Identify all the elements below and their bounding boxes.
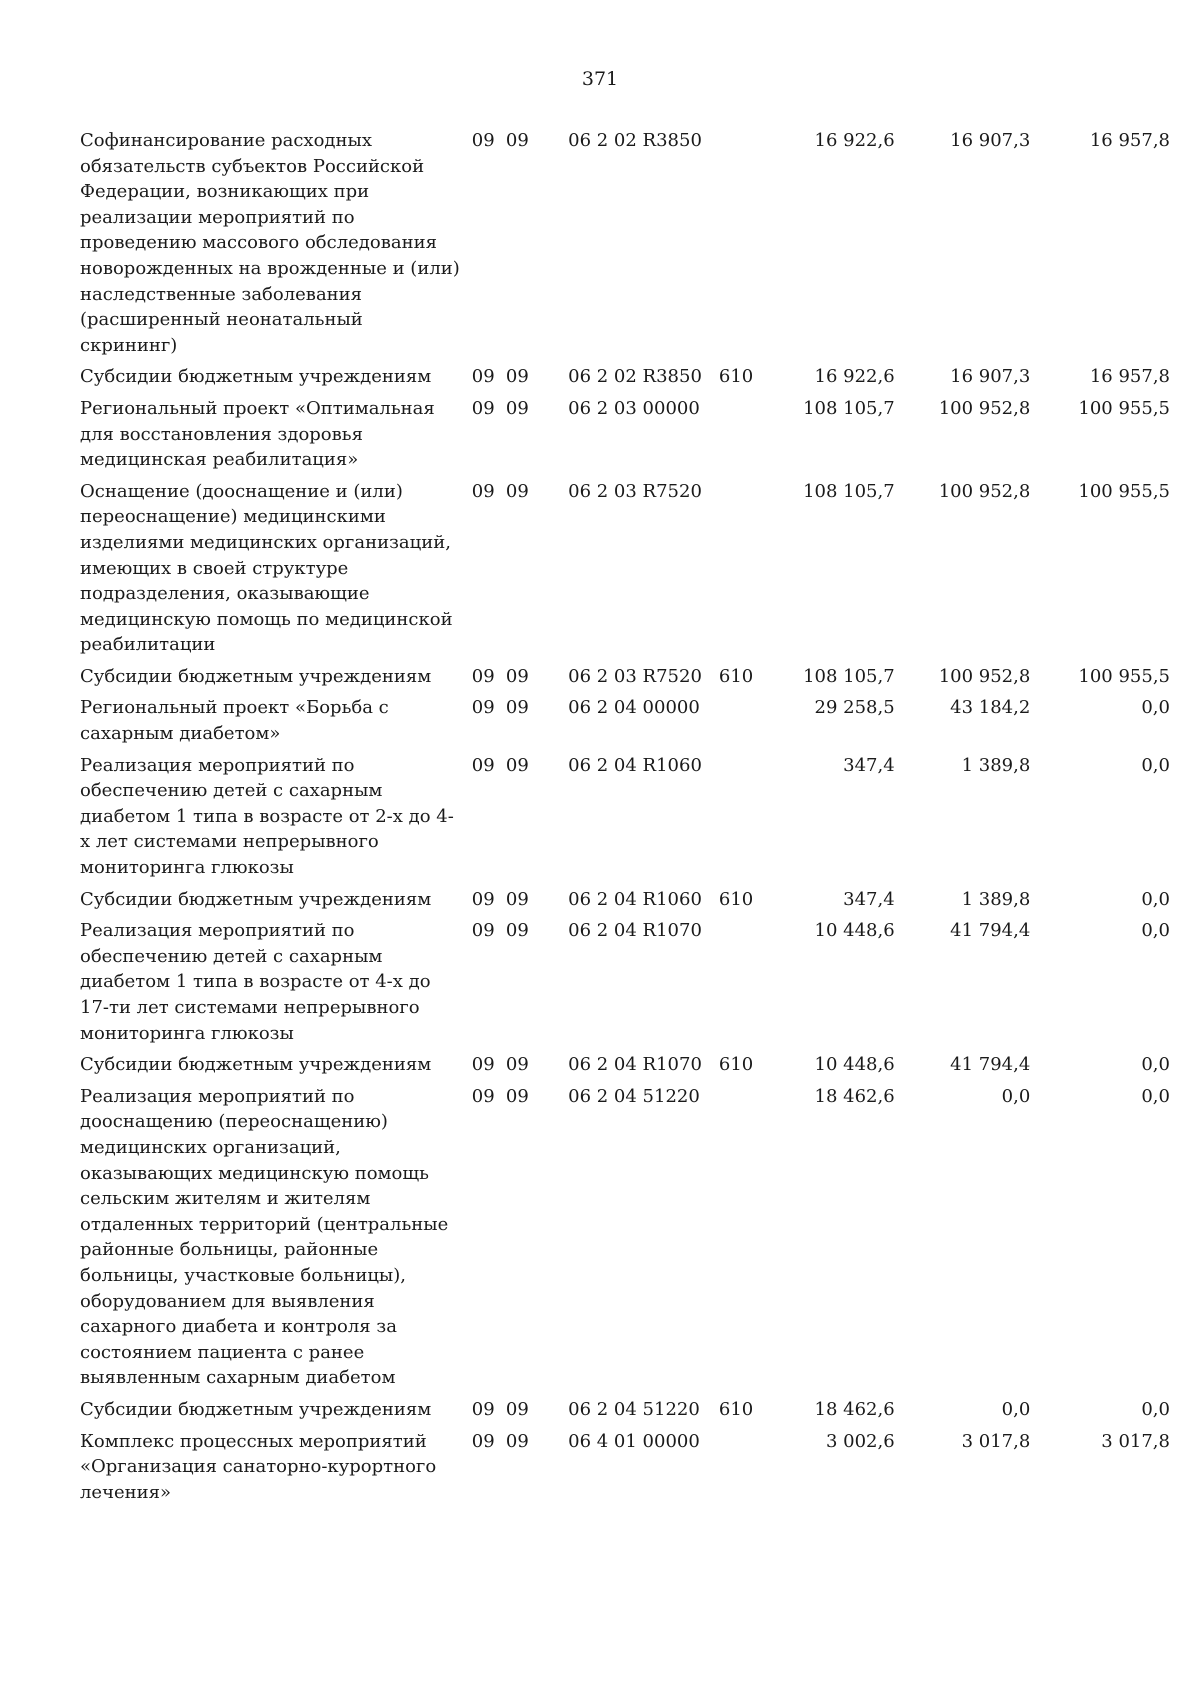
target-article-code: 06 4 01 00000	[568, 1430, 700, 1452]
expense-type-code: 610	[718, 888, 754, 910]
table-row	[80, 753, 1170, 887]
expense-name: Субсидии бюджетным учреждениям	[80, 366, 432, 388]
amount-year-2: 16 907,3	[950, 130, 1031, 151]
expense-name: Региональный проект «Оптимальная для восстановления здоровья медицинская реабилитация»	[80, 397, 435, 471]
table-row	[80, 396, 1170, 479]
target-article-code: 06 2 02 R3850	[568, 130, 702, 151]
page-number: 371	[581, 68, 619, 90]
amount-year-2: 1 389,8	[961, 754, 1031, 776]
section-code: 09	[471, 754, 495, 776]
table-row	[80, 1397, 1170, 1429]
table-row	[80, 1429, 1170, 1512]
amount-year-3: 0,0	[1141, 1054, 1170, 1076]
expense-type-code: 610	[718, 1054, 754, 1076]
expense-name: Софинансирование расходных обязательств субъектов Российской Федерации, возникающих при реализации мероприятий по проведению массового обследования новорожденных на врожденные и (или) наследственные заболевания (расширенный неонатальный скрининг)	[80, 130, 460, 356]
expense-name: Оснащение (дооснащение и (или) переоснащение) медицинскими изделиями медицинских организаций, имеющих в своей структуре подразделения, оказывающие медицинскую помощь по медицинской реабилитации	[80, 480, 453, 656]
expense-name: Субсидии бюджетным учреждениям	[80, 1398, 432, 1420]
expense-type-code	[719, 128, 769, 364]
amount-year-1: 10 448,6	[814, 1054, 895, 1076]
amount-year-2: 1 389,8	[961, 888, 1031, 910]
expense-type-code	[719, 753, 769, 887]
amount-year-3: 0,0	[1141, 888, 1170, 910]
expense-type-code	[719, 1084, 769, 1397]
subsection-code: 09	[505, 366, 529, 388]
amount-year-1: 18 462,6	[814, 1085, 895, 1107]
table-row	[80, 918, 1170, 1052]
table-row	[80, 479, 1170, 664]
subsection-code: 09	[505, 1054, 529, 1076]
target-article-code: 06 2 04 R1070	[568, 920, 702, 942]
subsection-code: 09	[505, 920, 529, 942]
subsection-code: 09	[505, 888, 529, 910]
amount-year-2: 100 952,8	[938, 397, 1031, 419]
amount-year-3: 16 957,8	[1089, 366, 1170, 388]
subsection-code: 09	[505, 1398, 529, 1420]
expense-name: Комплекс процессных мероприятий «Организация санаторно-курортного лечения»	[80, 1430, 437, 1503]
section-code: 09	[471, 1054, 495, 1076]
section-code: 09	[471, 888, 495, 910]
target-article-code: 06 2 03 R7520	[568, 665, 702, 687]
table-row	[80, 364, 1170, 396]
section-code: 09	[471, 697, 495, 719]
amount-year-2: 3 017,8	[961, 1430, 1031, 1452]
amount-year-1: 18 462,6	[814, 1398, 895, 1420]
expense-name: Субсидии бюджетным учреждениям	[80, 665, 432, 687]
amount-year-2: 100 952,8	[938, 665, 1031, 687]
amount-year-1: 16 922,6	[814, 366, 895, 388]
section-code: 09	[471, 1398, 495, 1420]
subsection-code: 09	[505, 480, 529, 502]
amount-year-3: 3 017,8	[1101, 1430, 1170, 1452]
amount-year-2: 16 907,3	[950, 366, 1031, 388]
amount-year-3: 0,0	[1141, 920, 1170, 942]
amount-year-3: 16 957,8	[1089, 130, 1170, 151]
target-article-code: 06 2 04 R1070	[568, 1054, 702, 1076]
expense-type-code	[719, 396, 769, 479]
expense-name: Субсидии бюджетным учреждениям	[80, 888, 432, 910]
table-body	[80, 128, 1170, 1511]
target-article-code: 06 2 04 00000	[568, 697, 700, 719]
amount-year-1: 10 448,6	[814, 920, 895, 942]
table-row	[80, 887, 1170, 919]
amount-year-2: 100 952,8	[938, 480, 1031, 502]
section-code: 09	[471, 920, 495, 942]
amount-year-1: 16 922,6	[814, 130, 895, 151]
expense-name: Реализация мероприятий по обеспечению детей с сахарным диабетом 1 типа в возрасте от 2-х до 4-х лет системами непрерывного мониторинга глюкозы	[80, 754, 454, 879]
amount-year-2: 41 794,4	[950, 920, 1031, 942]
amount-year-2: 0,0	[1001, 1398, 1031, 1420]
expense-type-code	[719, 479, 769, 664]
expense-type-code: 610	[718, 1398, 754, 1420]
subsection-code: 09	[505, 754, 529, 776]
target-article-code: 06 2 04 51220	[568, 1398, 700, 1420]
section-code: 09	[471, 480, 495, 502]
amount-year-1: 108 105,7	[803, 480, 895, 502]
target-article-code: 06 2 04 R1060	[568, 888, 702, 910]
table-row	[80, 695, 1170, 752]
amount-year-3: 0,0	[1141, 697, 1170, 719]
amount-year-3: 100 955,5	[1078, 397, 1170, 419]
expense-name: Субсидии бюджетным учреждениям	[80, 1054, 432, 1076]
subsection-code: 09	[505, 397, 529, 419]
amount-year-2: 41 794,4	[950, 1054, 1031, 1076]
subsection-code: 09	[505, 1430, 529, 1452]
amount-year-1: 29 258,5	[814, 697, 895, 719]
section-code: 09	[471, 366, 495, 388]
expense-type-code: 610	[718, 366, 754, 388]
target-article-code: 06 2 03 R7520	[568, 480, 702, 502]
expense-type-code	[719, 918, 769, 1052]
expense-name: Реализация мероприятий по обеспечению детей с сахарным диабетом 1 типа в возрасте от 4-х до 17-ти лет системами непрерывного мониторинга глюкозы	[80, 920, 431, 1044]
amount-year-3: 100 955,5	[1078, 480, 1170, 502]
amount-year-2: 0,0	[1001, 1085, 1031, 1107]
section-code: 09	[471, 397, 495, 419]
budget-table	[80, 128, 1170, 1511]
section-code: 09	[471, 1085, 495, 1107]
amount-year-1: 3 002,6	[825, 1430, 895, 1452]
subsection-code: 09	[505, 697, 529, 719]
target-article-code: 06 2 04 R1060	[568, 754, 702, 776]
amount-year-1: 347,4	[843, 888, 895, 910]
section-code: 09	[471, 130, 495, 151]
target-article-code: 06 2 03 00000	[568, 397, 700, 419]
amount-year-3: 0,0	[1141, 754, 1170, 776]
amount-year-2: 43 184,2	[950, 697, 1031, 719]
table-row	[80, 128, 1170, 364]
section-code: 09	[471, 1430, 495, 1452]
target-article-code: 06 2 04 51220	[568, 1085, 700, 1107]
amount-year-3: 0,0	[1141, 1398, 1170, 1420]
target-article-code: 06 2 02 R3850	[568, 366, 702, 388]
amount-year-1: 108 105,7	[803, 665, 895, 687]
amount-year-1: 108 105,7	[803, 397, 895, 419]
table-row	[80, 1084, 1170, 1397]
table-row	[80, 1052, 1170, 1084]
amount-year-1: 347,4	[843, 754, 895, 776]
section-code: 09	[471, 665, 495, 687]
expense-type-code	[719, 1429, 769, 1512]
subsection-code: 09	[505, 130, 529, 151]
subsection-code: 09	[505, 665, 529, 687]
amount-year-3: 100 955,5	[1078, 665, 1170, 687]
expense-type-code: 610	[718, 665, 754, 687]
amount-year-3: 0,0	[1141, 1085, 1170, 1107]
table-row	[80, 664, 1170, 696]
expense-name: Региональный проект «Борьба с сахарным диабетом»	[80, 697, 389, 745]
expense-type-code	[719, 695, 769, 752]
expense-name: Реализация мероприятий по дооснащению (переоснащению) медицинских организаций, оказывающих медицинскую помощь сельским жителям и жителям отдаленных территорий (центральные районные больницы, районные больницы, участковые больницы), оборудованием для выявления сахарного диабета и контроля за состоянием пациента с ранее выявленным сахарным диабетом	[80, 1085, 449, 1389]
subsection-code: 09	[505, 1085, 529, 1107]
